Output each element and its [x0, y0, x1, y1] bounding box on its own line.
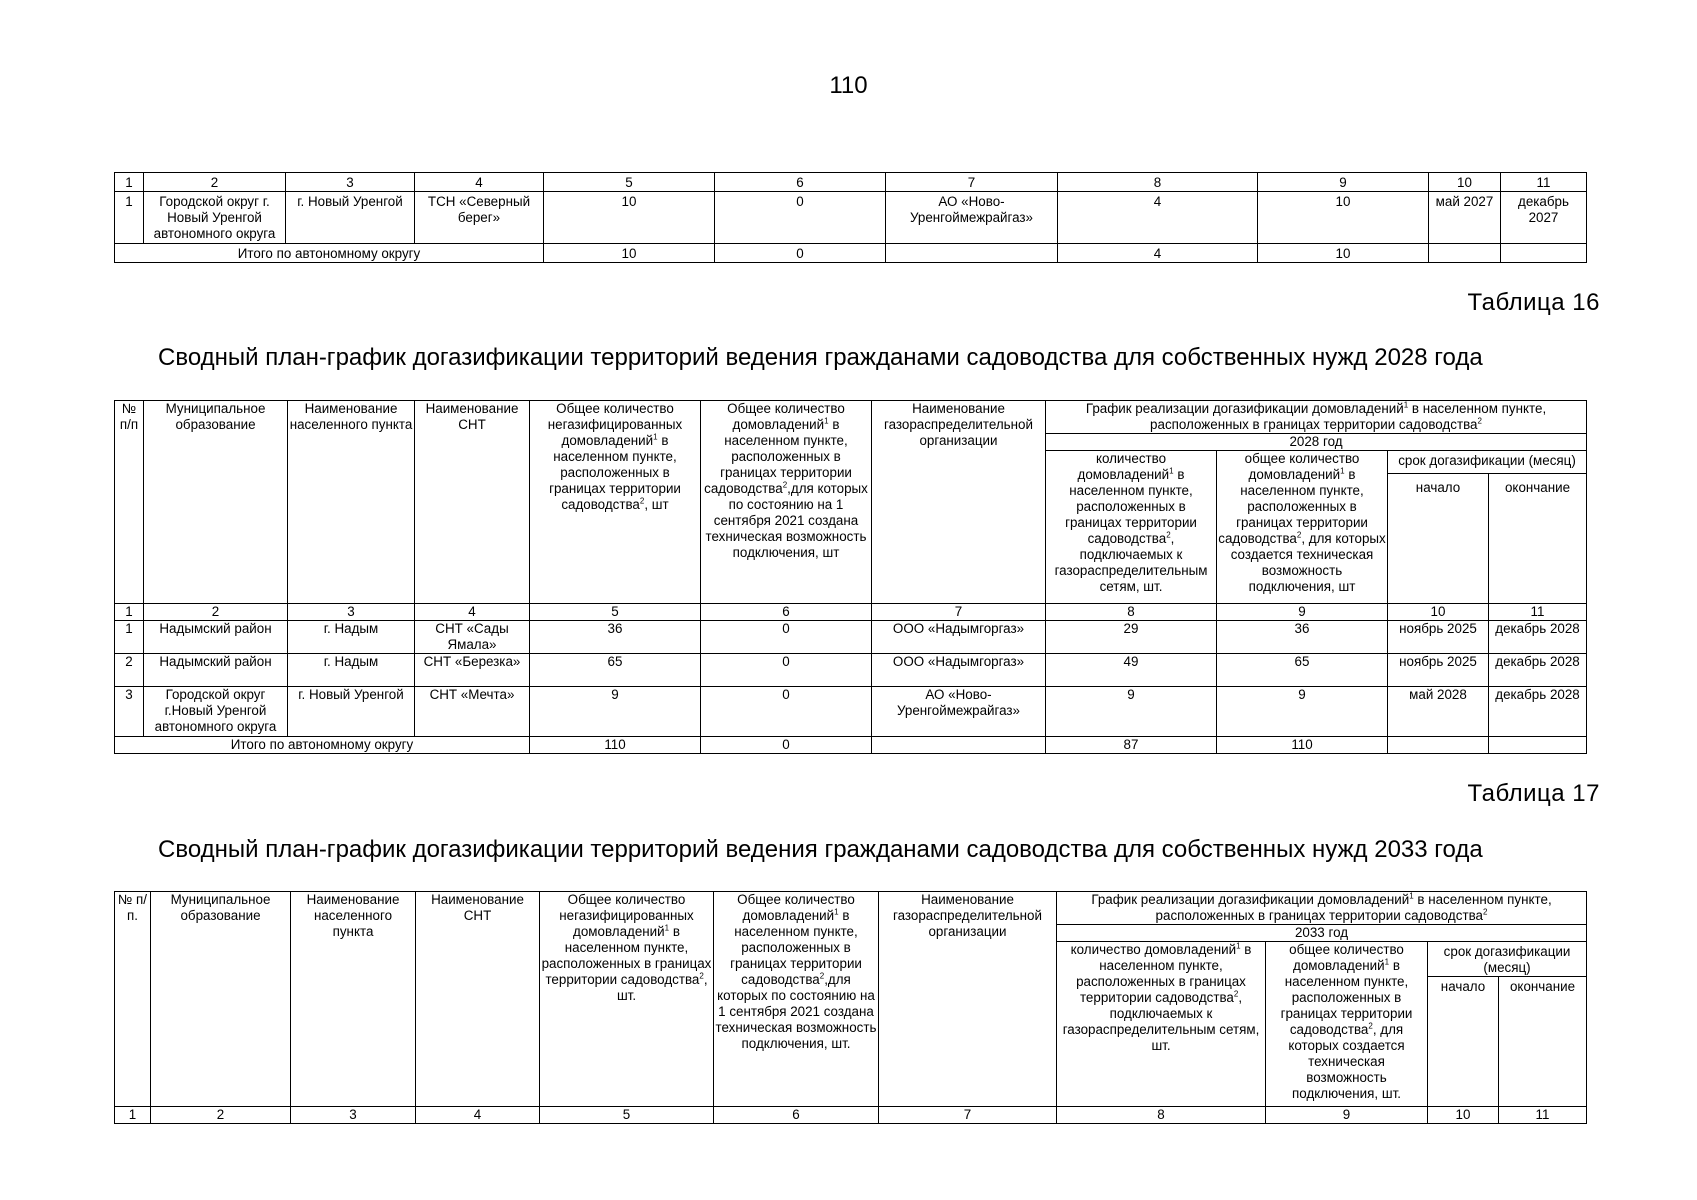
col-number: 9 [1258, 173, 1429, 192]
header-gas-org: Наименование газораспределительной организации [872, 401, 1046, 604]
header-text: в населенном пункте, расположенных в границах территории садоводства [1076, 942, 1252, 1005]
header-end: окончание [1489, 474, 1587, 604]
header-year: 2033 год [1057, 925, 1587, 942]
cell-end: декабрь 2027 [1501, 192, 1587, 244]
col-number: 3 [286, 173, 415, 192]
col-number: 9 [1217, 604, 1388, 621]
col-number: 4 [415, 173, 544, 192]
header-total-technical [701, 401, 872, 604]
col-number: 8 [1057, 1107, 1266, 1124]
table-16 [114, 400, 1587, 754]
footnote-mark: 1 [824, 416, 829, 426]
header-text: , для которых создается техническая возможность подключения, шт. [1288, 1022, 1405, 1101]
footnote-mark: 2 [1477, 416, 1482, 426]
table-header-numbers-row [115, 173, 1587, 192]
total-label: Итого по автономному округу [115, 737, 530, 754]
header-text: Общее количество негазифицированных домовладений [547, 401, 683, 448]
cell-connected: 4 [1058, 192, 1258, 244]
header-text: в населенном пункте, расположенных в границах территории садоводства [1155, 892, 1552, 923]
header-text: в населенном пункте, расположенных в границах территории садоводства [1150, 401, 1547, 432]
col-number: 10 [1429, 173, 1501, 192]
table-16-title: Сводный план-график догазификации территорий ведения гражданами садоводства для собственных нужд 2028 года [158, 344, 1483, 371]
header-end: окончание [1499, 977, 1587, 1107]
footnote-mark: 1 [1403, 400, 1409, 410]
header-text: в населенном пункте, расположенных в границах территории садоводства [1218, 467, 1368, 546]
total-c10 [1429, 244, 1501, 263]
cell-total-technical: 0 [701, 654, 872, 687]
col-number: 3 [288, 604, 415, 621]
table-prev-continuation [114, 172, 1587, 263]
header-schedule-group [1046, 401, 1587, 434]
footnote-mark: 1 [664, 923, 670, 933]
col-number: 4 [416, 1107, 540, 1124]
footnote-mark: 1 [653, 432, 658, 442]
header-total-ungasified [530, 401, 701, 604]
col-number: 1 [115, 173, 144, 192]
header-text: ,для которых по состоянию на 1 сентября 2021 создана техническая возможность подключения, шт [705, 481, 868, 560]
footnote-mark: 1 [1169, 466, 1174, 476]
cell-start: май 2027 [1429, 192, 1501, 244]
cell-end: декабрь 2028 [1489, 687, 1587, 737]
col-number: 7 [872, 604, 1046, 621]
col-number: 11 [1499, 1107, 1587, 1124]
col-number: 6 [715, 173, 886, 192]
cell-gas-org: АО «Ново-Уренгоймежрайгаз» [872, 687, 1046, 737]
header-text: в населенном пункте, расположенных в границах территории садоводства [704, 417, 852, 496]
table-16-caption: Таблица 16 [1467, 289, 1600, 316]
footnote-mark: 2 [1483, 907, 1488, 917]
cell-municipality: Надымский район [144, 621, 288, 654]
header-text: , подключаемых к газораспределительным сетям, шт. [1054, 531, 1208, 594]
cell-end: декабрь 2028 [1489, 654, 1587, 687]
col-number: 5 [530, 604, 701, 621]
col-number: 6 [714, 1107, 879, 1124]
cell-total-ungasified: 65 [530, 654, 701, 687]
col-number: 2 [151, 1107, 291, 1124]
col-number: 10 [1388, 604, 1489, 621]
cell-settlement: г. Надым [288, 621, 415, 654]
cell-end: декабрь 2028 [1489, 621, 1587, 654]
cell-gas-org: ООО «Надымгоргаз» [872, 654, 1046, 687]
total-label: Итого по автономному округу [115, 244, 544, 263]
footnote-mark: 1 [834, 907, 839, 917]
cell-start: ноябрь 2025 [1388, 621, 1489, 654]
table-row [115, 192, 1587, 244]
footnote-mark: 1 [1384, 957, 1390, 967]
header-text: , для которых создается техническая возможность подключения, шт [1230, 531, 1386, 594]
header-text: количество домовладений [1070, 942, 1237, 957]
col-number: 1 [115, 1107, 151, 1124]
cell-connected: 49 [1046, 654, 1217, 687]
footnote-mark: 2 [1166, 530, 1171, 540]
header-snt: Наименование СНТ [415, 401, 530, 604]
col-number: 8 [1046, 604, 1217, 621]
footnote-mark: 2 [699, 971, 704, 981]
header-text: График реализации догазификации домовладений [1091, 892, 1410, 907]
table-header-numbers-row [115, 1107, 1587, 1124]
cell-snt: СНТ «Сады Ямала» [415, 621, 530, 654]
footnote-mark: 2 [1233, 989, 1239, 999]
col-number: 5 [540, 1107, 714, 1124]
header-text: в населенном пункте, расположенных в границах территории садоводства [730, 908, 862, 987]
col-number: 9 [1266, 1107, 1428, 1124]
footnote-mark: 2 [1368, 1021, 1373, 1031]
cell-settlement: г. Новый Уренгой [288, 687, 415, 737]
table-total-row [115, 737, 1587, 754]
page-number: 110 [829, 72, 868, 99]
header-settlement: Наименование населенного пункта [291, 892, 416, 1107]
col-number: 10 [1428, 1107, 1499, 1124]
col-number: 2 [144, 604, 288, 621]
footnote-mark: 2 [782, 480, 788, 490]
total-c11 [1501, 244, 1587, 263]
total-c9: 10 [1258, 244, 1429, 263]
header-gas-org: Наименование газораспределительной организации [879, 892, 1057, 1107]
col-number: 2 [144, 173, 286, 192]
cell-total-technical: 0 [715, 192, 886, 244]
header-start: начало [1388, 474, 1489, 604]
header-settlement: Наименование населенного пункта [288, 401, 415, 604]
total-c11 [1489, 737, 1587, 754]
col-number: 5 [544, 173, 715, 192]
header-text: общее количество домовладений [1244, 451, 1360, 482]
table-row [115, 621, 1587, 654]
header-start: начало [1428, 977, 1499, 1107]
header-possible [1266, 942, 1428, 1107]
cell-settlement: г. Новый Уренгой [286, 192, 415, 244]
header-text: в населенном пункте, расположенных в границах территории садоводства [549, 433, 681, 512]
table-17-caption: Таблица 17 [1467, 780, 1600, 807]
header-text: ,для которых по состоянию на 1 сентября 2021 создана техническая возможность подключения, шт. [715, 972, 877, 1051]
cell-total-ungasified: 10 [544, 192, 715, 244]
footnote-mark: 1 [1340, 466, 1345, 476]
header-municipality: Муниципальное образование [151, 892, 291, 1107]
cell-municipality: Городской округ г. Новый Уренгой автономного округа [144, 192, 286, 244]
cell-snt: СНТ «Мечта» [415, 687, 530, 737]
header-snt: Наименование СНТ [416, 892, 540, 1107]
cell-snt: ТСН «Северный берег» [415, 192, 544, 244]
cell-start: май 2028 [1388, 687, 1489, 737]
header-text: количество домовладений [1077, 451, 1170, 482]
cell-possible: 36 [1217, 621, 1388, 654]
header-term: срок догазификации (месяц) [1388, 451, 1587, 474]
col-number: 11 [1489, 604, 1587, 621]
header-connected [1046, 451, 1217, 604]
cell-possible: 65 [1217, 654, 1388, 687]
cell-snt: СНТ «Березка» [415, 654, 530, 687]
header-text: в населенном пункте, расположенных в границах территории садоводства [1065, 467, 1197, 546]
cell-total-technical: 0 [701, 621, 872, 654]
col-number: 3 [291, 1107, 416, 1124]
footnote-mark: 2 [639, 496, 645, 506]
col-number: 7 [879, 1107, 1057, 1124]
header-text: , шт [644, 497, 669, 512]
header-text: , шт. [616, 972, 708, 1003]
footnote-mark: 1 [1409, 891, 1414, 901]
cell-possible: 10 [1258, 192, 1429, 244]
header-schedule-group [1057, 892, 1587, 925]
footnote-mark: 2 [1296, 530, 1302, 540]
col-number: 11 [1501, 173, 1587, 192]
cell-total-technical: 0 [701, 687, 872, 737]
header-year: 2028 год [1046, 434, 1587, 451]
cell-number: 1 [115, 621, 144, 654]
col-number: 6 [701, 604, 872, 621]
cell-number: 1 [115, 192, 144, 244]
cell-gas-org: ООО «Надымгоргаз» [872, 621, 1046, 654]
footnote-mark: 1 [1236, 941, 1241, 951]
cell-start: ноябрь 2025 [1388, 654, 1489, 687]
header-text: Общее количество негазифицированных домовладений [559, 892, 694, 939]
header-number: № п/п. [115, 892, 151, 1107]
table-17 [114, 891, 1587, 1124]
cell-connected: 9 [1046, 687, 1217, 737]
footnote-mark: 2 [819, 971, 825, 981]
total-c7 [886, 244, 1058, 263]
col-number: 4 [415, 604, 530, 621]
header-total-technical [714, 892, 879, 1107]
cell-number: 3 [115, 687, 144, 737]
cell-possible: 9 [1217, 687, 1388, 737]
header-text: Общее количество домовладений [727, 401, 845, 432]
table-header-numbers-row [115, 604, 1587, 621]
table-row [115, 687, 1587, 737]
header-text: Общее количество домовладений [737, 892, 855, 923]
header-text: в населенном пункте, расположенных в границах территории садоводства [1280, 958, 1413, 1037]
total-c6: 0 [715, 244, 886, 263]
cell-settlement: г. Надым [288, 654, 415, 687]
total-c5: 110 [530, 737, 701, 754]
cell-total-ungasified: 36 [530, 621, 701, 654]
total-c8: 87 [1046, 737, 1217, 754]
header-text: в населенном пункте, расположенных в границах территории садоводства [541, 924, 712, 987]
header-text: общее количество домовладений [1289, 942, 1404, 973]
header-text: График реализации догазификации домовладений [1085, 401, 1404, 416]
header-municipality: Муниципальное образование [144, 401, 288, 604]
table-total-row [115, 244, 1587, 263]
header-term: срок догазификации (месяц) [1428, 942, 1587, 977]
header-number: № п/п [115, 401, 144, 604]
table-17-title: Сводный план-график догазификации территорий ведения гражданами садоводства для собственных нужд 2033 года [158, 836, 1483, 863]
total-c7 [872, 737, 1046, 754]
col-number: 1 [115, 604, 144, 621]
total-c5: 10 [544, 244, 715, 263]
cell-gas-org: АО «Ново-Уренгоймежрайгаз» [886, 192, 1058, 244]
col-number: 8 [1058, 173, 1258, 192]
cell-number: 2 [115, 654, 144, 687]
cell-municipality: Городской округ г.Новый Уренгой автономного округа [144, 687, 288, 737]
cell-municipality: Надымский район [144, 654, 288, 687]
cell-total-ungasified: 9 [530, 687, 701, 737]
table-row [115, 654, 1587, 687]
total-c6: 0 [701, 737, 872, 754]
total-c9: 110 [1217, 737, 1388, 754]
cell-connected: 29 [1046, 621, 1217, 654]
header-text: , подключаемых к газораспределительным сетям, шт. [1062, 990, 1260, 1053]
header-total-ungasified [540, 892, 714, 1107]
total-c8: 4 [1058, 244, 1258, 263]
header-connected [1057, 942, 1266, 1107]
col-number: 7 [886, 173, 1058, 192]
header-possible [1217, 451, 1388, 604]
total-c10 [1388, 737, 1489, 754]
